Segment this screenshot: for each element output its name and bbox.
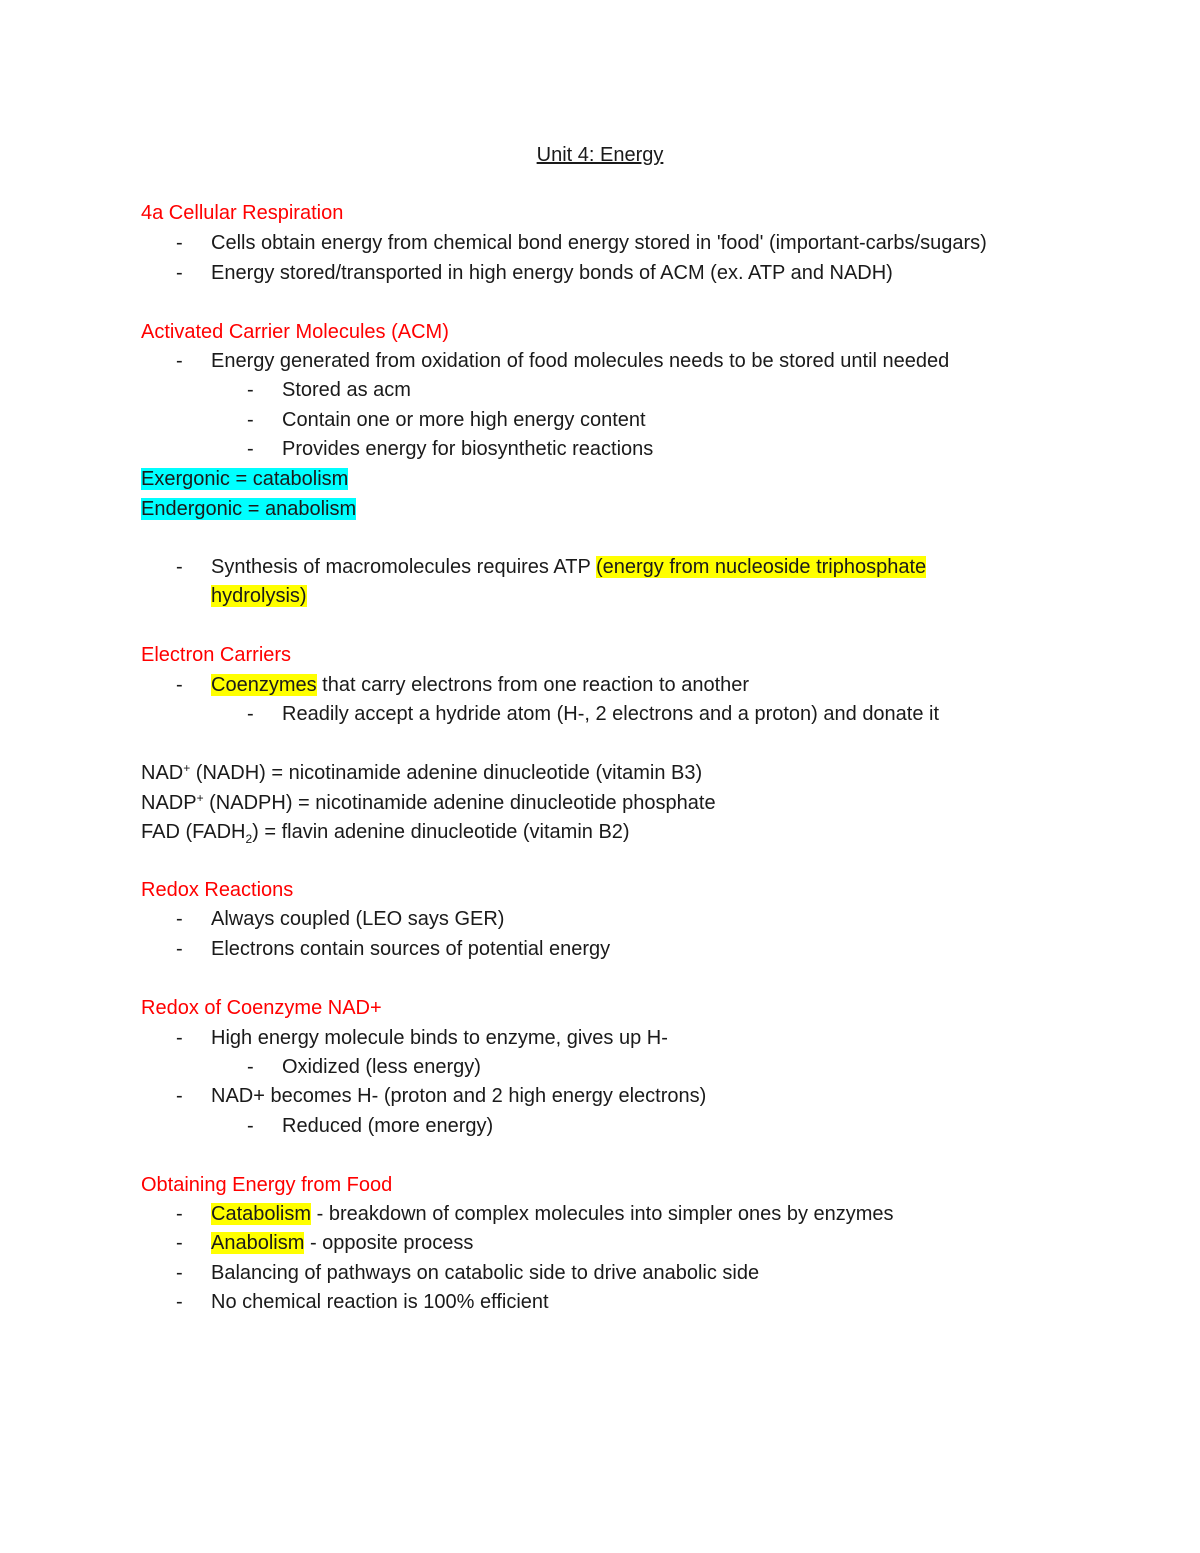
section-heading-redox-nad: Redox of Coenzyme NAD+ bbox=[141, 997, 382, 1019]
carrier-name: FAD (FADH bbox=[141, 821, 246, 843]
definition-line bbox=[141, 467, 348, 491]
definition-line bbox=[141, 497, 356, 521]
bullet-dash: - bbox=[247, 1115, 254, 1137]
list-item-text: No chemical reaction is 100% efficient bbox=[211, 1291, 549, 1313]
highlighted-text: Endergonic = anabolism bbox=[141, 498, 357, 520]
list-item bbox=[176, 1290, 549, 1314]
list-item-text: Oxidized (less energy) bbox=[282, 1056, 481, 1078]
list-item-text: - breakdown of complex molecules into simpler ones by enzymes bbox=[311, 1203, 894, 1225]
page-title: Unit 4: Energy bbox=[536, 144, 664, 166]
sub-list-item bbox=[247, 1114, 494, 1138]
list-item bbox=[176, 937, 611, 961]
sub-list-item bbox=[247, 702, 940, 726]
highlighted-text: hydrolysis) bbox=[211, 585, 307, 607]
list-item bbox=[176, 1202, 894, 1226]
carrier-name: NADP bbox=[141, 792, 197, 814]
carrier-name: NAD bbox=[141, 762, 184, 784]
list-item-text: Energy generated from oxidation of food molecules needs to be stored until needed bbox=[211, 350, 950, 372]
list-item-text: Energy stored/transported in high energy bonds of ACM (ex. ATP and NADH) bbox=[211, 262, 893, 284]
highlighted-text: Coenzymes bbox=[211, 674, 317, 696]
list-item bbox=[176, 673, 750, 697]
list-item-text: NAD+ becomes H- (proton and 2 high energy electrons) bbox=[211, 1085, 707, 1107]
list-item bbox=[176, 349, 950, 373]
bullet-dash: - bbox=[176, 908, 183, 930]
list-item-text: Readily accept a hydride atom (H-, 2 electrons and a proton) and donate it bbox=[282, 703, 940, 725]
sub-list-item bbox=[247, 408, 646, 432]
bullet-dash: - bbox=[176, 1027, 183, 1049]
bullet-dash: - bbox=[176, 674, 183, 696]
list-item-text: that carry electrons from one reaction to another bbox=[316, 674, 750, 696]
bullet-dash: - bbox=[176, 556, 183, 578]
carrier-line-nadp bbox=[141, 791, 716, 815]
list-item-text: Contain one or more high energy content bbox=[282, 409, 646, 431]
superscript: + bbox=[196, 791, 204, 805]
carrier-line-nad bbox=[141, 761, 702, 785]
bullet-dash: - bbox=[176, 1262, 183, 1284]
list-item-text: High energy molecule binds to enzyme, gives up H- bbox=[211, 1027, 668, 1049]
highlighted-text: Catabolism bbox=[211, 1203, 312, 1225]
highlighted-text: (energy from nucleoside triphosphate bbox=[595, 556, 927, 578]
bullet-dash: - bbox=[247, 1056, 254, 1078]
highlighted-text: Anabolism bbox=[211, 1232, 305, 1254]
list-item-text: Provides energy for biosynthetic reactions bbox=[282, 438, 654, 460]
list-item bbox=[176, 231, 987, 255]
list-item-text: Stored as acm bbox=[282, 379, 411, 401]
list-item-text: Balancing of pathways on catabolic side to drive anabolic side bbox=[211, 1262, 760, 1284]
carrier-line-fad bbox=[141, 820, 630, 844]
list-item bbox=[176, 1084, 707, 1108]
bullet-dash: - bbox=[176, 1232, 183, 1254]
section-heading-obtaining-energy: Obtaining Energy from Food bbox=[141, 1174, 393, 1196]
list-item-text: Synthesis of macromolecules requires ATP bbox=[211, 556, 596, 578]
list-item-text: - opposite process bbox=[304, 1232, 474, 1254]
list-item-continuation bbox=[211, 584, 307, 608]
section-heading-redox-reactions: Redox Reactions bbox=[141, 879, 294, 901]
bullet-dash: - bbox=[247, 409, 254, 431]
bullet-dash: - bbox=[176, 350, 183, 372]
list-item-text: Electrons contain sources of potential energy bbox=[211, 938, 611, 960]
list-item bbox=[176, 555, 927, 579]
list-item-text: Cells obtain energy from chemical bond energy stored in 'food' (important-carbs/sugars) bbox=[211, 232, 987, 254]
list-item-text: Always coupled (LEO says GER) bbox=[211, 908, 505, 930]
bullet-dash: - bbox=[176, 232, 183, 254]
list-item bbox=[176, 1261, 760, 1285]
highlighted-text: Exergonic = catabolism bbox=[141, 468, 349, 490]
sub-list-item bbox=[247, 1055, 481, 1079]
list-item bbox=[176, 907, 505, 931]
bullet-dash: - bbox=[247, 379, 254, 401]
bullet-dash: - bbox=[176, 1203, 183, 1225]
carrier-description: (NADPH) = nicotinamide adenine dinucleotide phosphate bbox=[203, 792, 716, 814]
carrier-description: ) = flavin adenine dinucleotide (vitamin B2) bbox=[252, 821, 630, 843]
list-item bbox=[176, 1026, 668, 1050]
section-heading-electron-carriers: Electron Carriers bbox=[141, 644, 292, 666]
bullet-dash: - bbox=[176, 262, 183, 284]
list-item bbox=[176, 261, 893, 285]
bullet-dash: - bbox=[176, 938, 183, 960]
carrier-description: (NADH) = nicotinamide adenine dinucleotide (vitamin B3) bbox=[190, 762, 703, 784]
bullet-dash: - bbox=[247, 438, 254, 460]
list-item bbox=[176, 1231, 474, 1255]
sub-list-item bbox=[247, 378, 411, 402]
bullet-dash: - bbox=[176, 1085, 183, 1107]
list-item-text: Reduced (more energy) bbox=[282, 1115, 494, 1137]
bullet-dash: - bbox=[247, 703, 254, 725]
bullet-dash: - bbox=[176, 1291, 183, 1313]
section-heading-activated-carrier-molecules: Activated Carrier Molecules (ACM) bbox=[141, 321, 449, 343]
subscript: 2 bbox=[245, 832, 253, 846]
section-heading-cellular-respiration: 4a Cellular Respiration bbox=[141, 202, 344, 224]
superscript: + bbox=[183, 761, 191, 775]
sub-list-item bbox=[247, 437, 654, 461]
